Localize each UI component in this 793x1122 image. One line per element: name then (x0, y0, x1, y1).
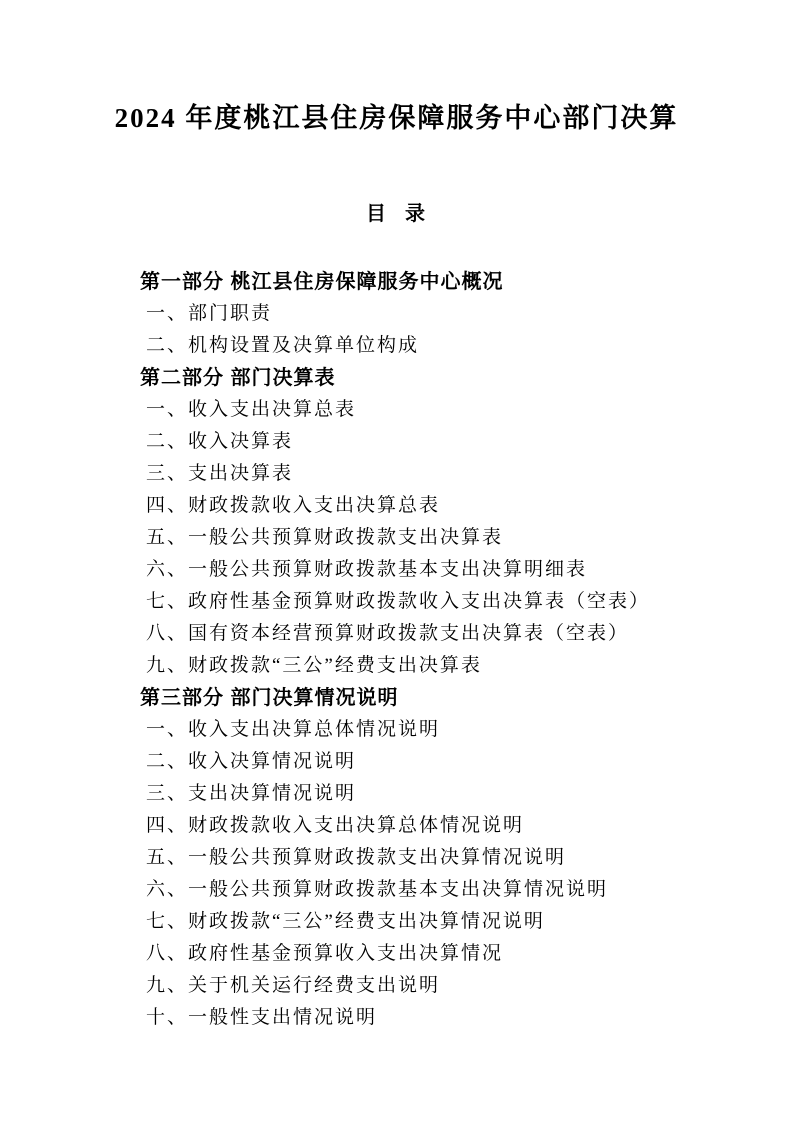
toc-item: 八、国有资本经营预算财政拨款支出决算表（空表） (146, 623, 630, 644)
toc-item: 二、机构设置及决算单位构成 (146, 335, 420, 356)
toc-item: 七、政府性基金预算财政拨款收入支出决算表（空表） (146, 591, 651, 612)
toc-item: 四、财政拨款收入支出决算总表 (146, 495, 441, 516)
toc-heading: 目 录 (366, 203, 427, 225)
toc-item: 一、收入支出决算总表 (146, 399, 357, 420)
toc-item: 八、政府性基金预算收入支出决算情况 (146, 943, 504, 964)
toc-section-heading-1: 第一部分 桃江县住房保障服务中心概况 (140, 271, 504, 293)
toc-section-heading-2: 第二部分 部门决算表 (140, 367, 336, 389)
table-of-contents (140, 266, 733, 1034)
toc-item: 二、收入决算表 (146, 431, 294, 452)
toc-item: 三、支出决算情况说明 (146, 783, 357, 804)
toc-section-heading-3: 第三部分 部门决算情况说明 (140, 687, 399, 709)
toc-item: 十、一般性支出情况说明 (146, 1007, 378, 1028)
toc-item: 六、一般公共预算财政拨款基本支出决算明细表 (146, 559, 588, 580)
toc-item: 五、一般公共预算财政拨款支出决算表 (146, 527, 504, 548)
toc-item: 七、财政拨款“三公”经费支出决算情况说明 (146, 911, 545, 932)
toc-item: 三、支出决算表 (146, 463, 294, 484)
toc-item: 一、部门职责 (146, 303, 273, 324)
toc-item: 九、财政拨款“三公”经费支出决算表 (146, 655, 482, 676)
toc-item: 六、一般公共预算财政拨款基本支出决算情况说明 (146, 879, 609, 900)
toc-item: 一、收入支出决算总体情况说明 (146, 719, 441, 740)
toc-item: 五、一般公共预算财政拨款支出决算情况说明 (146, 847, 567, 868)
toc-item: 四、财政拨款收入支出决算总体情况说明 (146, 815, 525, 836)
toc-item: 二、收入决算情况说明 (146, 751, 357, 772)
toc-item: 九、关于机关运行经费支出说明 (146, 975, 441, 996)
document-title: 2024 年度桃江县住房保障服务中心部门决算 (114, 103, 679, 133)
